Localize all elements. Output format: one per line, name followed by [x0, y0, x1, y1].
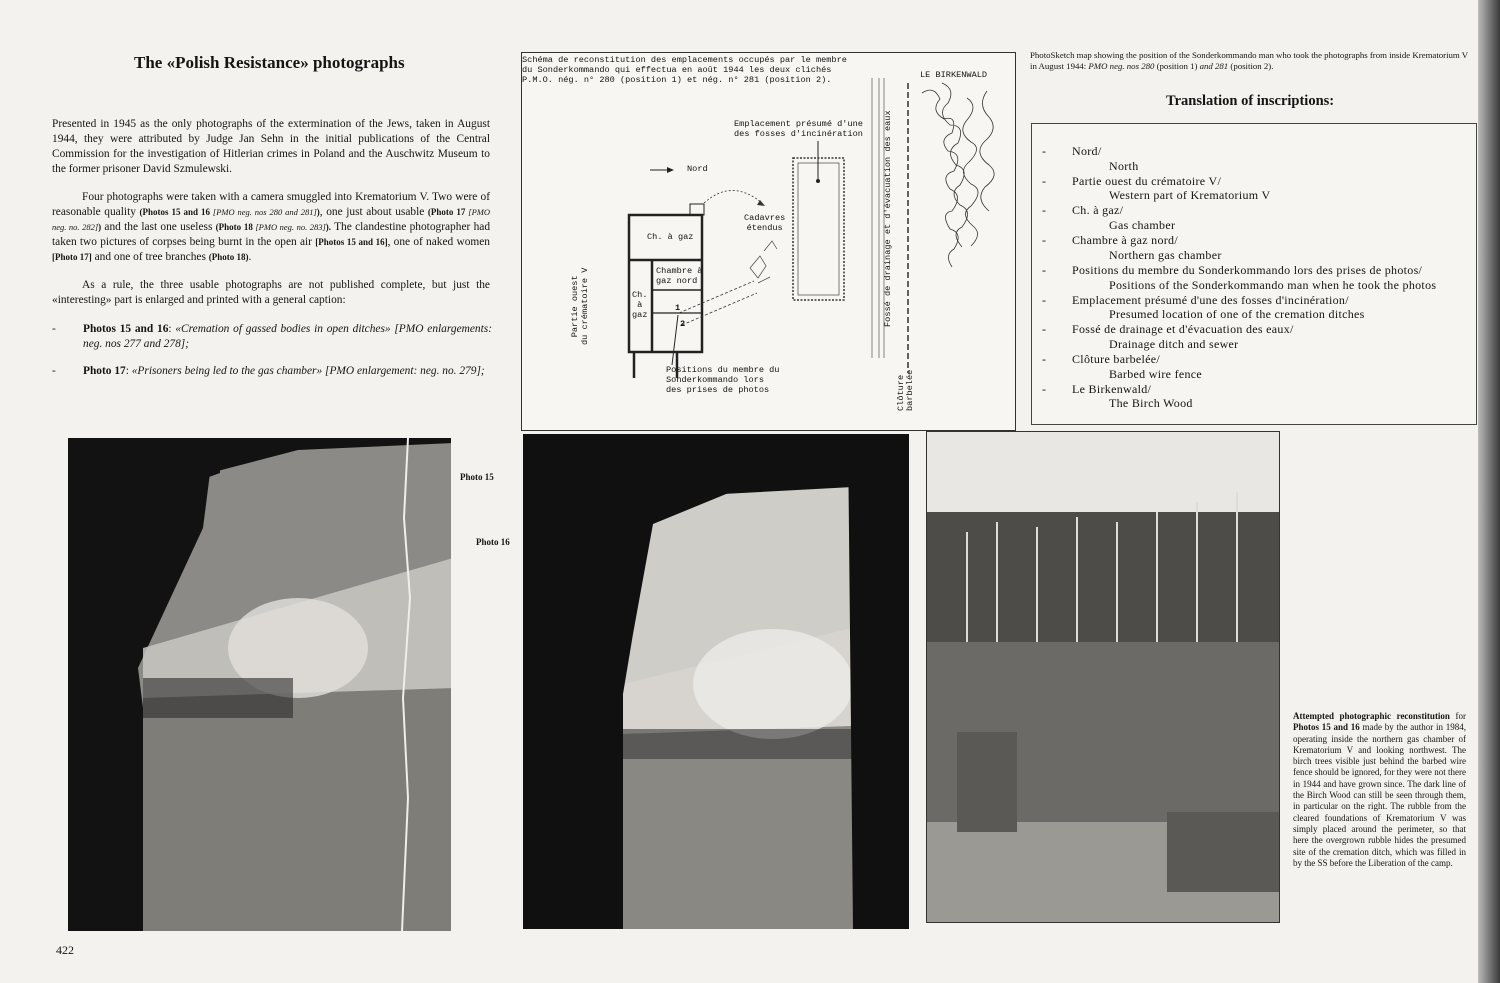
- page-title: The «Polish Resistance» photographs: [134, 53, 405, 72]
- west-part-label: Partie ouest du crématoire V: [570, 267, 590, 345]
- translation-english: Northern gas chamber: [1109, 247, 1222, 262]
- photo-15-label: Photo 15: [460, 472, 494, 482]
- translation-french: Partie ouest du crématoire V/: [1072, 173, 1222, 188]
- translation-english: Drainage ditch and sewer: [1109, 336, 1239, 351]
- paragraph-2: Four photographs were taken with a camera smuggled into Krematorium V. Two were of reasonable quality (Photos 15 and 16 [PMO neg. nos 280 and 281]), one just about usable (Photo 17 [PMO neg. no. 282]) and the last one useless (Photo 18 [PMO neg. no. 283]). The clandestine photographer had taken two pictures of corpses being burnt in the open air [Photos 15 and 16], one of naked women [Photo 17] and one of tree branches (Photo 18).: [52, 191, 491, 263]
- translation-english: Positions of the Sonderkommando man when he took the photos: [1109, 277, 1437, 292]
- translation-english: Western part of Krematorium V: [1109, 188, 1271, 203]
- caption-bullet: - Photos 15 and 16: «Cremation of gassed bodies in open ditches» [PMO enlargements: neg. nos 277 and 278];: [52, 323, 492, 350]
- reconstitution-diagram: [521, 52, 1016, 431]
- translation-dash: -: [1042, 203, 1046, 218]
- drainage-label: Fossé de drainage et d'évacuation des eaux: [883, 110, 893, 327]
- translation-title: Translation of inscriptions:: [1166, 93, 1335, 109]
- page-edge: [1478, 0, 1500, 983]
- birkenwald-label: LE BIRKENWALD: [920, 70, 988, 80]
- translation-dash: -: [1042, 144, 1046, 158]
- photo-16: [523, 434, 909, 929]
- translation-dash: -: [1042, 233, 1046, 248]
- position-1-label: 1: [675, 303, 681, 313]
- gas-chamber-label: Ch. à gaz: [647, 232, 694, 242]
- reconstitution-image: [927, 432, 1279, 922]
- translation-english: Gas chamber: [1109, 218, 1176, 233]
- north-gas-chamber-label: Chambre à gaz nord: [656, 266, 703, 286]
- translation-french: Le Birkenwald/: [1072, 381, 1152, 396]
- positions-label: Positions du membre du Sonderkommando lors des prises de photos: [666, 365, 780, 395]
- translation-french: Ch. à gaz/: [1072, 203, 1124, 218]
- fence-label: Clôture barbelée: [896, 369, 915, 411]
- translation-dash: -: [1042, 381, 1046, 396]
- reconstitution-photo: [926, 431, 1280, 923]
- translation-english: North: [1109, 158, 1139, 173]
- photo-16-image: [523, 434, 909, 929]
- ditch-label: Emplacement présumé d'une des fosses d'incinération: [734, 119, 863, 139]
- translation-english: Barbed wire fence: [1109, 366, 1203, 381]
- translation-french: Emplacement présumé d'une des fosses d'incinération/: [1072, 292, 1349, 307]
- paragraph-3: As a rule, the three usable photographs are not published complete, but just the «interesting» part is enlarged and printed with a general caption:: [52, 279, 490, 306]
- nord-label: Nord: [687, 164, 708, 174]
- translation-dash: -: [1042, 173, 1046, 188]
- translation-french: Chambre à gaz nord/: [1072, 233, 1178, 248]
- translation-dash: -: [1042, 351, 1046, 366]
- translation-french: Nord/: [1072, 144, 1102, 158]
- paragraph-1: Presented in 1945 as the only photographs of the extermination of the Jews, taken in August 1944, they were attributed by Judge Jan Sehn in the initial publications of the Central Commission for the investigation of Hitlerian crimes in Poland and the Auschwitz Museum to the former prisoner David Szmulewski.: [52, 118, 490, 175]
- translation-english: Presumed location of one of the cremation ditches: [1109, 307, 1365, 322]
- translation-dash: -: [1042, 322, 1046, 337]
- cadavres-label: Cadavres étendus: [744, 213, 786, 233]
- translation-dash: -: [1042, 292, 1046, 307]
- reconstitution-caption: Attempted photographic reconstitution for Photos 15 and 16 made by the author in 1984, operating inside the northern gas chamber of Krematorium V and looking northwest. The birch trees visible just behind the barbed wire fence should be ignored, for they were not there in 1944 and have grown since. The dark line of the Birch Wood can still be seen through them, in particular on the right. The rubble from the cleared foundations of Krematorium V was simply placed around the perimeter, so that here the overgrown rubble hides the presumed site of the cremation ditch, which was filled in by the SS before the Liberation of the camp.: [1293, 711, 1467, 868]
- photo-16-label: Photo 16: [476, 537, 510, 547]
- body-text: [52, 117, 490, 308]
- photo-15-image: [68, 438, 451, 931]
- sketch-caption: PhotoSketch map showing the position of the Sonderkommando man who took the photographs from inside Krematorium V in August 1944: PMO neg. nos 280 (position 1) and 281 (position 2).: [1030, 50, 1469, 71]
- translation-box: [1031, 123, 1477, 425]
- translation-french: Fossé de drainage et d'évacuation des eaux/: [1072, 322, 1294, 337]
- caption-bullet: - Photo 17: «Prisoners being led to the gas chamber» [PMO enlargement: neg. no. 279];: [52, 365, 485, 377]
- photo-15: [68, 438, 451, 931]
- position-2-label: 2: [680, 319, 686, 329]
- small-gas-chamber-label: Ch. à gaz: [632, 290, 648, 320]
- diagram-heading: Schéma de reconstitution des emplacements occupés par le membre du Sonderkommando qui effectua en août 1944 les deux clichés P.M.O. nég. n° 280 (position 1) et nég. n° 281 (position 2).: [522, 55, 847, 85]
- translation-french: Clôture barbelée/: [1072, 351, 1161, 366]
- page-number: 422: [56, 943, 74, 957]
- translation-french: Positions du membre du Sonderkommando lors des prises de photos/: [1072, 262, 1423, 277]
- translation-dash: -: [1042, 262, 1046, 277]
- translation-english: The Birch Wood: [1109, 396, 1193, 411]
